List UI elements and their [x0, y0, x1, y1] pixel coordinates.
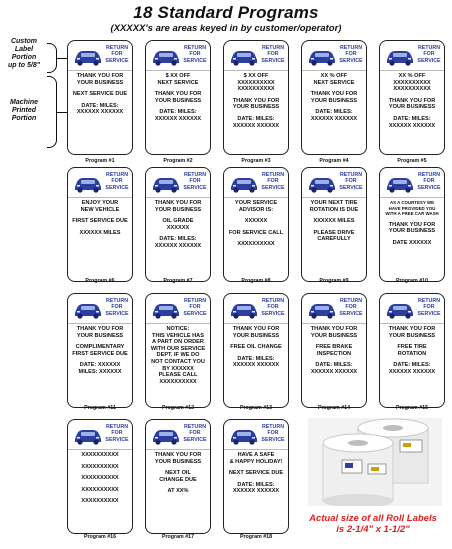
- return-for-service-brand: [414, 298, 444, 317]
- car-icon: [73, 46, 103, 66]
- custom-label-portion: [68, 168, 132, 198]
- card-text-line: FIRST SERVICE DUE: [72, 218, 128, 225]
- brand-line: RETURN: [105, 424, 129, 430]
- brand-line: SERVICE: [105, 184, 129, 191]
- card-text-line: XXXXXX MILES: [313, 218, 355, 225]
- brand-line: SERVICE: [417, 57, 441, 64]
- brand-line: SERVICE: [417, 310, 441, 317]
- annotation-line: Printed: [11, 107, 37, 114]
- card-text-line: ADVISOR IS:: [238, 206, 274, 213]
- machine-printed-portion: [382, 200, 442, 279]
- brand-line: FOR: [423, 178, 435, 185]
- custom-label-portion: [224, 41, 288, 71]
- card-text-line: NOTICE:: [166, 326, 190, 332]
- custom-label-portion: [380, 294, 444, 324]
- program-card: [145, 293, 211, 408]
- machine-printed-portion: [226, 452, 286, 531]
- machine-printed-portion: [304, 73, 364, 152]
- program-caption: Program #15: [395, 405, 429, 411]
- card-text-line: NOT CONTACT YOU: [151, 358, 205, 365]
- brand-line: RETURN: [417, 172, 441, 178]
- brand-line: SERVICE: [261, 310, 285, 317]
- card-text-line: A PART ON ORDER: [152, 339, 204, 346]
- return-for-service-brand: [336, 45, 366, 64]
- card-text-line: DATE: XXXXXX: [79, 362, 121, 369]
- card-text-line: THANK YOU FOR: [388, 326, 436, 332]
- card-text-line: XXXXXXXXXX: [81, 475, 119, 482]
- program-caption: Program #18: [239, 534, 273, 540]
- brand-line: SERVICE: [183, 184, 207, 191]
- card-text-line: XXXXXXXXXX: [81, 463, 119, 470]
- card-text-line: XXXXXXXXXX: [237, 79, 275, 86]
- card-text-line: XXXXXXXXXX: [159, 378, 197, 385]
- program-caption: Program #6: [85, 278, 115, 284]
- custom-label-portion: [146, 294, 210, 324]
- program-card: [301, 167, 367, 282]
- program-card: [145, 167, 211, 282]
- card-text-line: XXXXXX XXXXXX: [232, 122, 280, 129]
- card-text-line: XXXXXXXXXX: [81, 498, 119, 505]
- card-text-line: THANK YOU FOR: [388, 97, 436, 104]
- card-text-line: XXXXXX XXXXXX: [388, 122, 436, 129]
- program-card: [67, 167, 133, 282]
- car-icon: [151, 46, 181, 66]
- custom-label-portion: [302, 168, 366, 198]
- photo-caption-line: is 2-1/4" x 1-1/2": [336, 524, 410, 535]
- return-for-service-brand: [180, 298, 210, 317]
- return-for-service-brand: [258, 172, 288, 191]
- card-text-line: YOUR BUSINESS: [388, 228, 436, 235]
- brand-line: FOR: [423, 304, 435, 311]
- return-for-service-brand: [414, 172, 444, 191]
- card-text-line: THANK YOU FOR: [76, 326, 124, 332]
- card-text-line: THANK YOU FOR: [388, 221, 436, 228]
- brand-line: FOR: [111, 304, 123, 311]
- label-rolls-photo: [308, 418, 442, 506]
- machine-printed-portion: [70, 200, 130, 279]
- card-text-line: DATE: MILES:: [315, 362, 353, 369]
- card-text-line: CAREFULLY: [317, 236, 351, 243]
- page-subtitle: (XXXXX's are areas keyed in by customer/operator): [110, 23, 342, 34]
- card-text-line: YOUR BUSINESS: [154, 458, 202, 465]
- card-text-line: XXXXXX MILES: [79, 229, 121, 236]
- card-text-line: THANK YOU FOR: [154, 91, 202, 98]
- card-text-line: THANK YOU FOR: [76, 73, 124, 79]
- return-for-service-brand: [414, 45, 444, 64]
- program-card: [145, 419, 211, 534]
- car-icon: [229, 46, 259, 66]
- card-text-line: DATE XXXXXX: [392, 239, 432, 246]
- car-icon: [307, 299, 337, 319]
- car-icon: [73, 173, 103, 193]
- car-icon: [151, 299, 181, 319]
- program-caption: Program #17: [161, 534, 195, 540]
- card-text-line: XXXXXX XXXXXX: [154, 242, 202, 249]
- brand-line: SERVICE: [339, 184, 363, 191]
- program-card: [223, 419, 289, 534]
- card-text-line: THANK YOU FOR: [154, 452, 202, 458]
- brand-line: SERVICE: [183, 57, 207, 64]
- return-for-service-brand: [102, 172, 132, 191]
- card-text-line: WITH A FREE CAR WASH: [385, 211, 439, 217]
- brand-line: RETURN: [261, 172, 285, 178]
- brand-line: FOR: [111, 430, 123, 437]
- brand-line: FOR: [189, 304, 201, 311]
- card-text-line: XXXXXX XXXXXX: [310, 368, 358, 375]
- program-card: [145, 40, 211, 155]
- card-text-line: THANK YOU FOR: [232, 326, 280, 332]
- return-for-service-brand: [336, 298, 366, 317]
- card-text-line: DATE: MILES:: [393, 115, 431, 122]
- custom-label-portion: [380, 168, 444, 198]
- return-for-service-brand: [258, 424, 288, 443]
- machine-printed-portion: [70, 452, 130, 531]
- custom-label-portion: [68, 420, 132, 450]
- machine-printed-portion: [304, 200, 364, 279]
- brand-line: RETURN: [183, 45, 207, 51]
- card-text-line: XXXXXXXXXX: [393, 86, 431, 93]
- program-card: [67, 40, 133, 155]
- program-caption: Program #3: [241, 158, 271, 164]
- brand-line: RETURN: [183, 298, 207, 304]
- card-text-line: YOUR BUSINESS: [76, 332, 124, 339]
- card-text-line: NEW VEHICLE: [80, 206, 120, 213]
- card-text-line: FOR SERVICE CALL: [228, 229, 284, 236]
- return-for-service-brand: [102, 424, 132, 443]
- photo-caption-line: Actual size of all Roll Labels: [309, 513, 437, 524]
- return-for-service-brand: [180, 172, 210, 191]
- brand-line: FOR: [189, 51, 201, 58]
- return-for-service-brand: [258, 45, 288, 64]
- card-text-line: THANK YOU FOR: [232, 97, 280, 104]
- card-text-line: THANK YOU FOR: [154, 200, 202, 206]
- return-for-service-brand: [180, 424, 210, 443]
- card-text-line: YOUR BUSINESS: [388, 332, 436, 339]
- custom-label-portion: [302, 41, 366, 71]
- program-caption: Program #10: [395, 278, 429, 284]
- card-text-line: YOUR BUSINESS: [232, 332, 280, 339]
- brand-line: RETURN: [183, 172, 207, 178]
- brand-line: SERVICE: [261, 184, 285, 191]
- brand-line: FOR: [267, 304, 279, 311]
- card-text-line: YOUR SERVICE: [234, 200, 278, 206]
- custom-label-portion: [224, 168, 288, 198]
- brand-line: SERVICE: [417, 184, 441, 191]
- program-caption: Program #13: [239, 405, 273, 411]
- machine-printed-portion: [226, 73, 286, 152]
- card-text-line: ENJOY YOUR: [81, 200, 119, 206]
- brand-line: FOR: [267, 51, 279, 58]
- program-card: [67, 419, 133, 534]
- card-text-line: XXXXXX XXXXXX: [76, 109, 124, 116]
- program-card: [379, 293, 445, 408]
- car-icon: [385, 46, 415, 66]
- brand-line: SERVICE: [105, 310, 129, 317]
- card-text-line: FREE TIRE: [397, 344, 427, 351]
- custom-label-portion: [68, 294, 132, 324]
- machine-printed-portion: [226, 200, 286, 279]
- return-for-service-brand: [180, 45, 210, 64]
- card-text-line: PLEASE CALL: [158, 372, 198, 379]
- annotation-line: Portion: [11, 115, 37, 122]
- card-text-line: FREE OIL CHANGE: [230, 344, 282, 351]
- card-text-line: XXXXXX XXXXXX: [154, 115, 202, 122]
- machine-printed-portion: [148, 200, 208, 279]
- car-icon: [229, 425, 259, 445]
- card-text-line: NEXT SERVICE: [157, 79, 199, 86]
- car-icon: [151, 425, 181, 445]
- card-text-line: YOUR NEXT TIRE: [310, 200, 358, 206]
- annotation-line: Custom: [10, 38, 38, 45]
- card-text-line: BY XXXXXX: [162, 365, 194, 372]
- card-text-line: HAVE A SAFE: [237, 452, 275, 458]
- card-text-line: DATE: MILES:: [81, 102, 119, 109]
- program-caption: Program #4: [319, 158, 349, 164]
- machine-printed-annotation: [2, 99, 46, 123]
- machine-printed-portion: [148, 73, 208, 152]
- card-text-line: DATE: MILES:: [237, 355, 275, 362]
- brand-line: FOR: [345, 304, 357, 311]
- card-text-line: XXXXXX XXXXXX: [232, 488, 280, 495]
- custom-label-portion: [68, 41, 132, 71]
- card-text-line: FREE BRAKE: [315, 344, 353, 351]
- card-text-line: ROTATION IS DUE: [309, 206, 359, 213]
- card-text-line: YOUR BUSINESS: [232, 104, 280, 111]
- car-icon: [229, 173, 259, 193]
- card-text-line: XXXXXX XXXXXX: [232, 362, 280, 369]
- card-text-line: YOUR BUSINESS: [76, 79, 124, 86]
- machine-printed-portion: [304, 326, 364, 405]
- machine-printed-portion: [226, 326, 286, 405]
- car-icon: [73, 299, 103, 319]
- car-icon: [73, 425, 103, 445]
- machine-printed-portion: [382, 326, 442, 405]
- card-text-line: NEXT SERVICE DUE: [228, 470, 284, 477]
- program-caption: Program #7: [163, 278, 193, 284]
- photo-caption: [296, 513, 450, 535]
- card-text-line: DATE: MILES:: [159, 109, 197, 116]
- annotation-line: Label: [14, 46, 34, 53]
- custom-label-portion: [302, 294, 366, 324]
- program-caption: Program #12: [161, 405, 195, 411]
- brand-line: RETURN: [339, 45, 363, 51]
- custom-label-portion: [146, 41, 210, 71]
- brand-line: RETURN: [417, 298, 441, 304]
- program-card: [301, 293, 367, 408]
- card-text-line: THIS VEHICLE HAS: [152, 332, 204, 339]
- custom-label-bracket: [47, 43, 57, 73]
- brand-line: SERVICE: [261, 436, 285, 443]
- card-text-line: NEXT SERVICE DUE: [72, 91, 128, 98]
- card-text-line: DATE: MILES:: [159, 236, 197, 243]
- brand-line: FOR: [345, 178, 357, 185]
- brand-line: FOR: [267, 430, 279, 437]
- card-text-line: DATE: MILES:: [237, 115, 275, 122]
- return-for-service-brand: [258, 298, 288, 317]
- custom-label-portion: [146, 420, 210, 450]
- machine-printed-portion: [70, 73, 130, 152]
- brand-line: RETURN: [261, 424, 285, 430]
- card-text-line: XXXXXX: [166, 224, 190, 231]
- card-text-line: INSPECTION: [316, 350, 352, 357]
- annotation-line: Portion: [11, 54, 37, 61]
- card-text-line: ROTATION: [397, 350, 427, 357]
- card-text-line: YOUR BUSINESS: [310, 332, 358, 339]
- program-card: [223, 40, 289, 155]
- brand-line: RETURN: [417, 45, 441, 51]
- program-caption: Program #2: [163, 158, 193, 164]
- brand-line: FOR: [267, 178, 279, 185]
- machine-printed-portion: [70, 326, 130, 405]
- program-caption: Program #9: [319, 278, 349, 284]
- brand-line: RETURN: [339, 172, 363, 178]
- card-text-line: XXXXXXXXXX: [81, 486, 119, 493]
- brand-line: RETURN: [105, 172, 129, 178]
- custom-label-portion: [224, 294, 288, 324]
- program-card: [223, 293, 289, 408]
- brand-line: RETURN: [339, 298, 363, 304]
- card-text-line: YOUR BUSINESS: [154, 206, 202, 213]
- card-text-line: YOUR BUSINESS: [154, 97, 202, 104]
- brand-line: SERVICE: [183, 310, 207, 317]
- card-text-line: DATE: MILES:: [237, 481, 275, 488]
- card-text-line: AT XX%: [167, 488, 189, 495]
- card-text-line: XXXXXX: [244, 218, 268, 225]
- machine-printed-portion: [382, 73, 442, 152]
- card-text-line: YOUR BUSINESS: [310, 97, 358, 104]
- brand-line: SERVICE: [105, 57, 129, 64]
- program-caption: Program #14: [317, 405, 351, 411]
- card-text-line: XXXXXXXXXX: [81, 452, 119, 458]
- brand-line: SERVICE: [339, 310, 363, 317]
- card-text-line: XXXXXX XXXXXX: [388, 368, 436, 375]
- card-text-line: DATE: MILES:: [315, 109, 353, 116]
- card-text-line: DEPT. IF WE DO: [156, 352, 200, 359]
- custom-label-portion: [224, 420, 288, 450]
- program-card: [223, 167, 289, 282]
- brand-line: FOR: [111, 51, 123, 58]
- car-icon: [229, 299, 259, 319]
- brand-line: FOR: [111, 178, 123, 185]
- car-icon: [385, 299, 415, 319]
- program-card: [379, 40, 445, 155]
- brand-line: SERVICE: [105, 436, 129, 443]
- card-text-line: XXXXXXXXXX: [393, 79, 431, 86]
- machine-printed-portion: [148, 326, 208, 405]
- card-text-line: PLEASE DRIVE: [313, 229, 355, 236]
- card-text-line: XX % OFF: [398, 73, 426, 79]
- car-icon: [307, 173, 337, 193]
- brand-line: FOR: [189, 178, 201, 185]
- brand-line: SERVICE: [339, 57, 363, 64]
- card-text-line: HAVE PROVIDED YOU: [388, 205, 436, 211]
- card-text-line: $ XX OFF: [243, 73, 269, 79]
- brand-line: SERVICE: [261, 57, 285, 64]
- custom-label-annotation: [2, 38, 46, 70]
- machine-printed-portion: [148, 452, 208, 531]
- car-icon: [385, 173, 415, 193]
- machine-printed-bracket: [47, 76, 57, 148]
- card-text-line: OIL GRADE: [162, 218, 194, 225]
- card-text-line: YOUR BUSINESS: [388, 104, 436, 111]
- car-icon: [151, 173, 181, 193]
- annotation-line: up to 5/8": [7, 62, 41, 69]
- program-caption: Program #8: [241, 278, 271, 284]
- card-text-line: FIRST SERVICE DUE: [72, 350, 128, 357]
- card-text-line: COMPLIMENTARY: [75, 344, 125, 351]
- brand-line: RETURN: [261, 298, 285, 304]
- card-text-line: XXXXXX XXXXXX: [310, 115, 358, 122]
- program-card: [67, 293, 133, 408]
- custom-label-portion: [380, 41, 444, 71]
- card-text-line: WITH OUR SERVICE: [150, 345, 206, 352]
- program-caption: Program #5: [397, 158, 427, 164]
- custom-label-portion: [146, 168, 210, 198]
- program-card: [379, 167, 445, 282]
- card-text-line: NEXT SERVICE: [313, 79, 355, 86]
- card-text-line: XXXXXXXXXX: [237, 241, 275, 248]
- card-text-line: THANK YOU FOR: [310, 91, 358, 98]
- card-text-line: XXXXXXXXXX: [237, 86, 275, 93]
- page-title: 18 Standard Programs: [133, 3, 319, 22]
- annotation-line: Machine: [9, 99, 38, 106]
- card-text-line: CHANGE DUE: [159, 476, 197, 483]
- card-text-line: & HAPPY HOLIDAY!: [229, 458, 283, 465]
- car-icon: [307, 46, 337, 66]
- card-text-line: $ XX OFF: [165, 73, 191, 79]
- brand-line: RETURN: [105, 298, 129, 304]
- return-for-service-brand: [102, 45, 132, 64]
- program-caption: Program #16: [83, 534, 117, 540]
- brand-line: FOR: [423, 51, 435, 58]
- return-for-service-brand: [336, 172, 366, 191]
- program-card: [301, 40, 367, 155]
- brand-line: FOR: [345, 51, 357, 58]
- card-text-line: XX % OFF: [320, 73, 348, 79]
- return-for-service-brand: [102, 298, 132, 317]
- brand-line: FOR: [189, 430, 201, 437]
- card-text-line: AS A COURTESY WE: [390, 200, 434, 205]
- card-text-line: NEXT OIL: [165, 470, 191, 477]
- program-caption: Program #1: [85, 158, 115, 164]
- brand-line: SERVICE: [183, 436, 207, 443]
- card-text-line: THANK YOU FOR: [310, 326, 358, 332]
- card-text-line: MILES: XXXXXX: [78, 368, 122, 375]
- program-caption: Program #11: [84, 405, 116, 411]
- card-text-line: DATE: MILES:: [393, 362, 431, 369]
- brand-line: RETURN: [105, 45, 129, 51]
- brand-line: RETURN: [183, 424, 207, 430]
- brand-line: RETURN: [261, 45, 285, 51]
